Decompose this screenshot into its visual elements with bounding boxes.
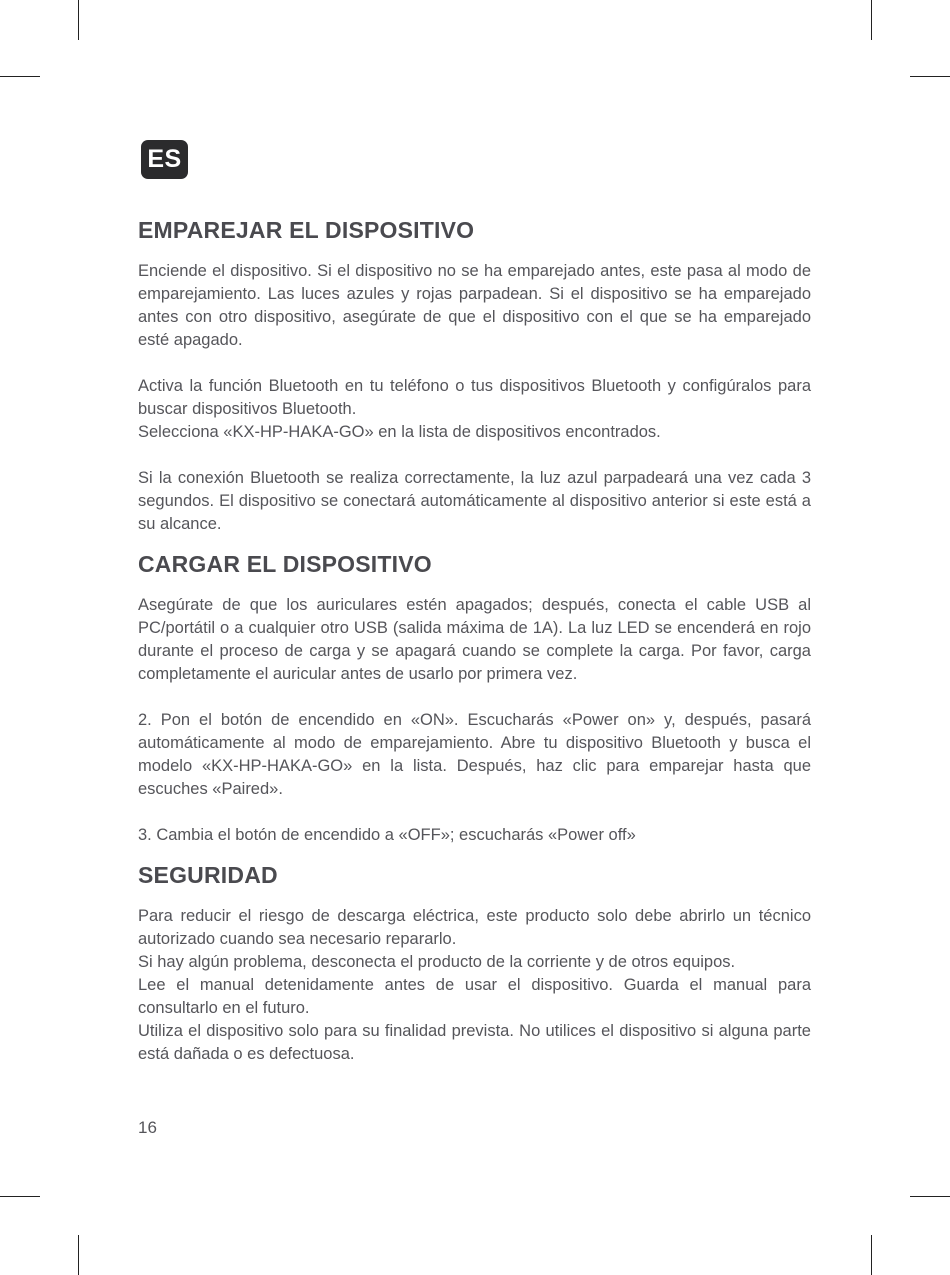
safety-paragraph-3: Lee el manual detenidamente antes de usar el dispositivo. Guarda el manual para consultarlo en el futuro. [138, 976, 811, 1017]
pairing-paragraph-3: Selecciona «KX-HP-HAKA-GO» en la lista de dispositivos encontrados. [138, 423, 661, 441]
crop-mark-bottom-right-h [910, 1196, 950, 1197]
crop-mark-top-left-h [0, 76, 40, 77]
pairing-paragraph-1: Enciende el dispositivo. Si el dispositivo no se ha emparejado antes, este pasa al modo de emparejamiento. Las luces azules y rojas parpadean. Si el dispositivo se ha emparejado antes con otro dispositivo, asegúrate de que el dispositivo con el que se ha emparejado esté apagado. [138, 262, 811, 349]
section-title-safety: SEGURIDAD [138, 862, 278, 888]
safety-paragraph-1: Para reducir el riesgo de descarga eléctrica, este producto solo debe abrirlo un técnico autorizado cuando sea necesario repararlo. [138, 907, 811, 948]
crop-mark-bottom-left-v [78, 1235, 79, 1275]
crop-mark-bottom-right-v [871, 1235, 872, 1275]
page-number: 16 [138, 1118, 157, 1137]
language-badge: ES [141, 140, 188, 179]
pairing-paragraph-2: Activa la función Bluetooth en tu teléfono o tus dispositivos Bluetooth y configúralos para buscar dispositivos Bluetooth. [138, 377, 811, 418]
crop-mark-bottom-left-h [0, 1196, 40, 1197]
safety-paragraph-4: Utiliza el dispositivo solo para su finalidad prevista. No utilices el dispositivo si alguna parte está dañada o es defectuosa. [138, 1022, 811, 1063]
section-title-charging: CARGAR EL DISPOSITIVO [138, 551, 432, 577]
section-title-pairing: EMPAREJAR EL DISPOSITIVO [138, 217, 475, 243]
charging-paragraph-3: 3. Cambia el botón de encendido a «OFF»; escucharás «Power off» [138, 826, 636, 844]
charging-paragraph-2: 2. Pon el botón de encendido en «ON». Escucharás «Power on» y, después, pasará automáticamente al modo de emparejamiento. Abre tu dispositivo Bluetooth y busca el modelo «KX-HP-HAKA-GO» en la lista. Después, haz clic para emparejar hasta que escuches «Paired». [138, 711, 811, 798]
charging-paragraph-1: Asegúrate de que los auriculares estén apagados; después, conecta el cable USB al PC/portátil o a cualquier otro USB (salida máxima de 1A). La luz LED se encenderá en rojo durante el proceso de carga y se apagará cuando se complete la carga. Por favor, carga completamente el auricular antes de usarlo por primera vez. [138, 596, 811, 683]
page-content [138, 212, 811, 1066]
crop-mark-top-right-v [871, 0, 872, 40]
pairing-paragraph-4: Si la conexión Bluetooth se realiza correctamente, la luz azul parpadeará una vez cada 3 segundos. El dispositivo se conectará automáticamente al dispositivo anterior si este está a su alcance. [138, 469, 811, 533]
safety-paragraph-2: Si hay algún problema, desconecta el producto de la corriente y de otros equipos. [138, 953, 736, 971]
crop-mark-top-left-v [78, 0, 79, 40]
crop-mark-top-right-h [910, 76, 950, 77]
